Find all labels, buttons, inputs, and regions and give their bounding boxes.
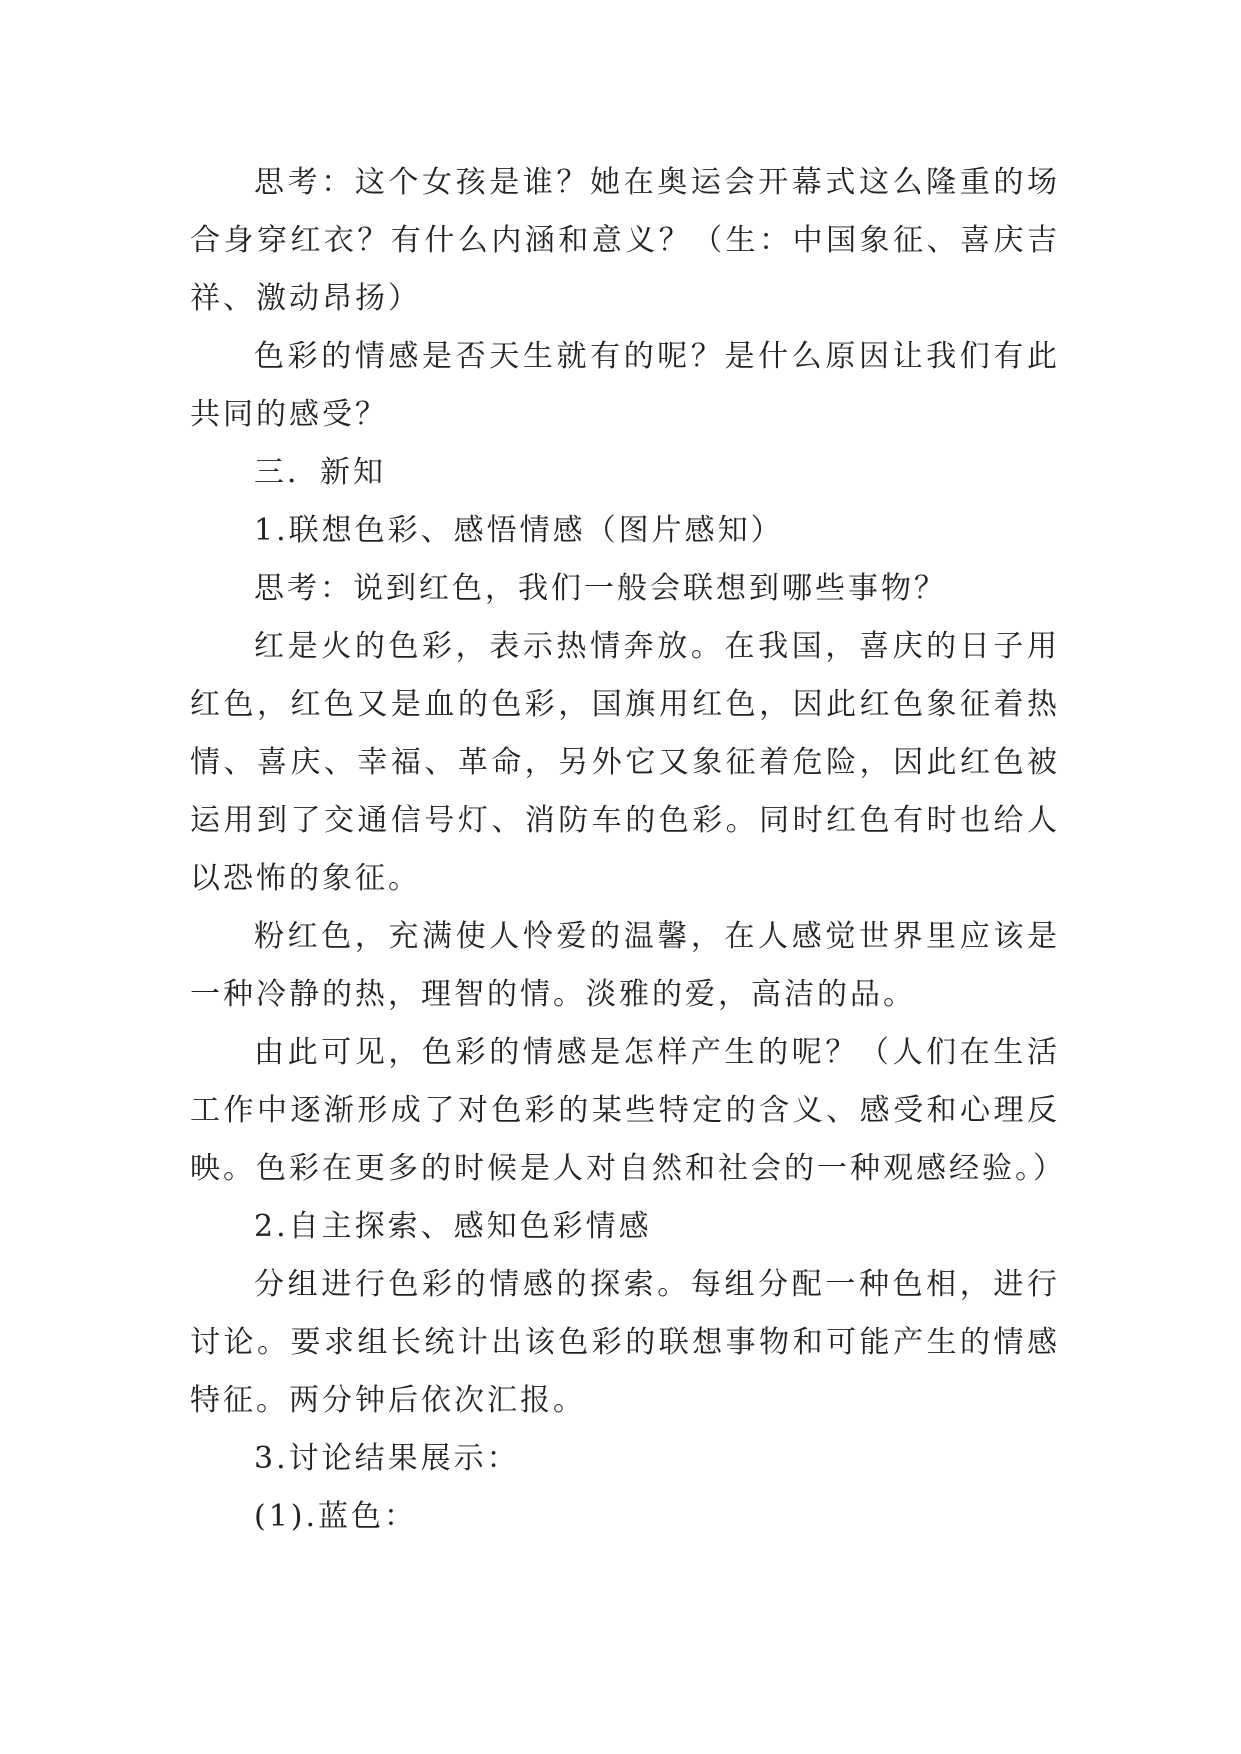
subheading-self-explore: 2.自主探索、感知色彩情感 [254, 1209, 652, 1244]
section-heading-new-knowledge: 三．新知 [254, 455, 386, 490]
document-body [190, 154, 1066, 1546]
paragraph-think-girl: 思考：这个女孩是谁？她在奥运会开幕式这么隆重的场合身穿红衣？有什么内涵和意义？（生：中国象征、喜庆吉祥、激动昂扬） [190, 165, 1060, 316]
paragraph-emotion-question: 色彩的情感是否天生就有的呢？是什么原因让我们有此共同的感受？ [190, 339, 1060, 432]
subheading-discussion-results: 3.讨论结果展示： [254, 1441, 520, 1476]
paragraph-think-red: 思考：说到红色，我们一般会联想到哪些事物？ [254, 571, 947, 606]
paragraph-group-task: 分组进行色彩的情感的探索。每组分配一种色相，进行讨论。要求组长统计出该色彩的联想事物和可能产生的情感特征。两分钟后依次汇报。 [190, 1267, 1060, 1418]
paragraph-emotion-origin: 由此可见，色彩的情感是怎样产生的呢？（人们在生活工作中逐渐形成了对色彩的某些特定的含义、感受和心理反映。色彩在更多的时候是人对自然和社会的一种观感经验。） [190, 1035, 1066, 1186]
paragraph-pink-meaning: 粉红色，充满使人怜爱的温馨，在人感觉世界里应该是一种冷静的热，理智的情。淡雅的爱，高洁的品。 [190, 919, 1060, 1012]
list-item-blue: (1).蓝色： [254, 1499, 418, 1534]
paragraph-red-meaning: 红是火的色彩，表示热情奔放。在我国，喜庆的日子用红色，红色又是血的色彩，国旗用红色，因此红色象征着热情、喜庆、幸福、革命，另外它又象征着危险，因此红色被运用到了交通信号灯、消防车的色彩。同时红色有时也给人以恐怖的象征。 [190, 629, 1060, 896]
subheading-associate-colors: 1.联想色彩、感悟情感（图片感知） [254, 513, 784, 548]
